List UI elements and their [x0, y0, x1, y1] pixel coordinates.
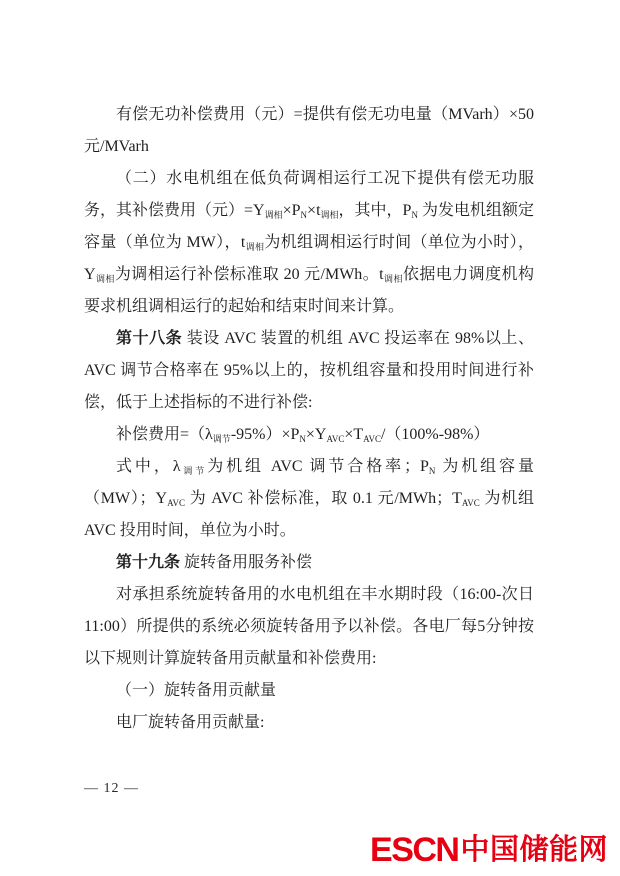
formula-subscript: 调相	[320, 210, 339, 220]
para-avc-terms	[84, 451, 534, 547]
text-run: 为调相运行补偿标准取 20 元/MWh。t	[114, 266, 384, 283]
formula-subscript: AVC	[363, 434, 381, 444]
page-number: — 12 —	[84, 781, 139, 796]
text-run: ×T	[344, 426, 364, 443]
text-run: （二）水电机组在低负荷调相运行工况下提供有偿无功服务，其补偿费用（元）=Y	[84, 170, 534, 219]
text-run: 为机组 AVC 投用时间，单位为小时。	[84, 490, 534, 539]
para-article-18	[84, 323, 534, 419]
para-article-19	[84, 547, 534, 579]
formula-subscript: AVC	[326, 434, 345, 444]
article-heading-run: 第十九条	[116, 554, 181, 571]
para-item-2-phase-modulation	[84, 163, 534, 323]
text-run: 依据电力调度机构要求机组调相运行的起始和结束时间来计算。	[84, 266, 534, 315]
text-run: 电厂旋转备用贡献量:	[116, 714, 265, 731]
text-run: ×Y	[305, 426, 327, 443]
escn-logo	[370, 832, 608, 868]
formula-subscript: N	[428, 466, 436, 476]
text-run: 为机组容量（MW）；Y	[84, 458, 534, 507]
para-plant-contribution	[84, 707, 534, 739]
escn-logo-chinese: 中国储能网	[460, 833, 608, 866]
text-run: -95%）×P	[230, 426, 300, 443]
text-run: ，其中，P	[338, 202, 412, 219]
formula-subscript: 调相	[264, 210, 283, 220]
article-heading-run: 第十八条	[116, 330, 183, 347]
text-run: 为发电机组额定容量（单位为 MW），t	[84, 202, 534, 251]
text-run: 旋转备用服务补偿	[180, 554, 313, 571]
para-spinning-reserve-intro	[84, 579, 534, 675]
formula-subscript: 调相	[245, 242, 265, 252]
para-reactive-power-fee	[84, 99, 534, 163]
text-run: 为机组调相运行时间（单位为小时），Y	[84, 234, 534, 283]
formula-subscript: N	[299, 434, 306, 444]
text-run: ×P	[282, 202, 301, 219]
formula-subscript: 调节	[212, 434, 231, 444]
text-run: 为 AVC 补偿标准，取 0.1 元/MWh；T	[184, 490, 462, 507]
text-run: 对承担系统旋转备用的水电机组在丰水期时段（16:00-次日11:00）所提供的系统必须旋转备用予以补偿。各电厂每5分钟按以下规则计算旋转备用贡献量和补偿费用:	[84, 586, 534, 667]
formula-subscript: 调相	[383, 274, 403, 284]
para-avc-formula	[84, 419, 534, 451]
text-run: 式中，λ	[116, 458, 181, 475]
para-item-1-contribution	[84, 675, 534, 707]
formula-subscript: N	[300, 210, 308, 220]
formula-subscript: 调节	[180, 466, 208, 476]
formula-subscript: N	[411, 210, 418, 220]
text-run: 补偿费用=（λ	[116, 426, 213, 443]
formula-subscript: AVC	[461, 498, 480, 508]
text-run: 有偿无功补偿费用（元）=提供有偿无功电量（MVarh）×50 元/MVarh	[84, 106, 534, 155]
text-run: ×t	[307, 202, 321, 219]
formula-subscript: 调相	[95, 274, 115, 284]
escn-logo-latin: ESCN	[370, 831, 459, 869]
text-run: /（100%-98%）	[380, 426, 490, 443]
text-run: 装设 AVC 装置的机组 AVC 投运率在 98%以上、AVC 调节合格率在 95%以上的，按机组容量和投用时间进行补偿，低于上述指标的不进行补偿:	[84, 330, 534, 411]
document-body	[84, 99, 534, 739]
text-run: 为机组 AVC 调节合格率；P	[207, 458, 429, 475]
formula-subscript: AVC	[167, 498, 185, 508]
text-run: （一）旋转备用贡献量	[116, 682, 277, 699]
